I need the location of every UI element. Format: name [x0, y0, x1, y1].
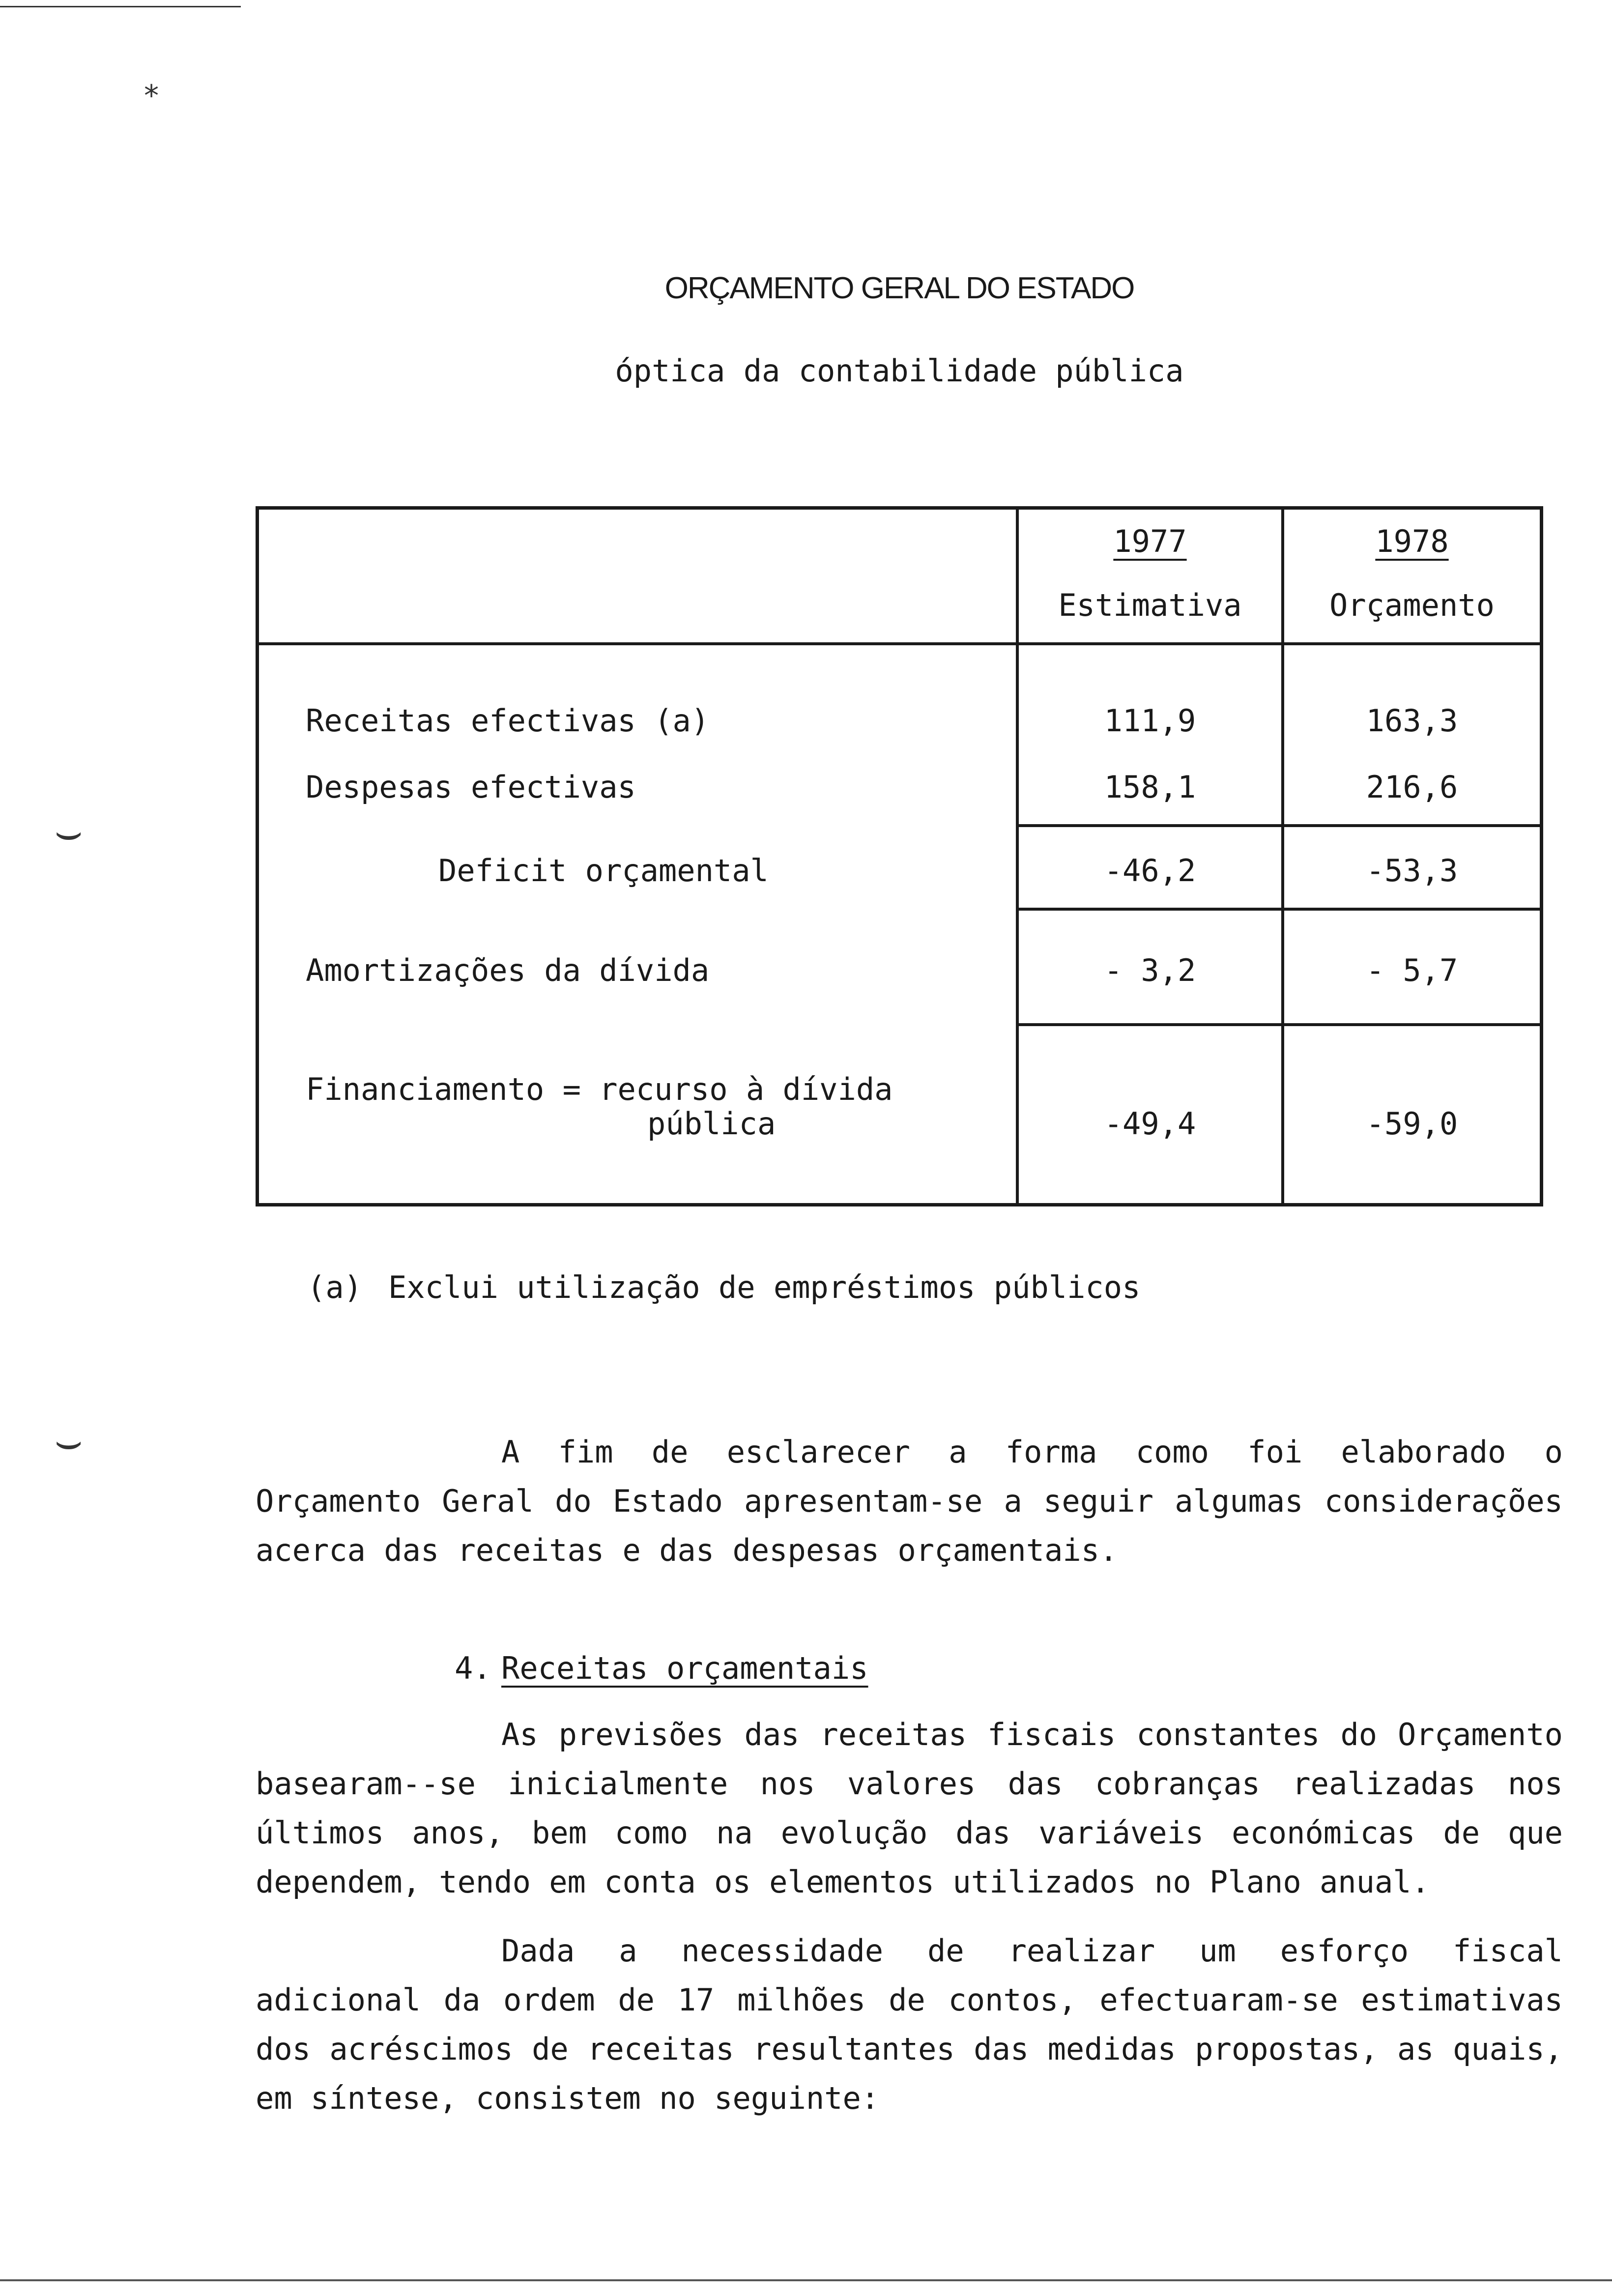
value-1977-deficit: -46,2	[1104, 853, 1196, 889]
column-label-estimativa: Estimativa	[1058, 587, 1242, 623]
punch-hole-mark: ⌣	[54, 1415, 84, 1467]
value-1978-receitas: 163,3	[1366, 703, 1458, 739]
intro-paragraph	[256, 1428, 1563, 1575]
value-1977-despesas: 158,1	[1104, 769, 1196, 805]
row-divider	[1016, 824, 1540, 827]
value-1977-receitas: 111,9	[1104, 703, 1196, 739]
column-year-1978: 1978	[1375, 523, 1449, 559]
binder-mark: *	[143, 79, 161, 113]
section-title: Receitas orçamentais	[501, 1650, 868, 1686]
row-divider	[1016, 1023, 1540, 1026]
footnote-marker: (a)	[307, 1269, 362, 1305]
top-edge-rule	[0, 6, 241, 7]
row-label-deficit: Deficit orçamental	[438, 853, 769, 889]
column-label-orcamento: Orçamento	[1329, 587, 1495, 623]
page-subtitle: óptica da contabilidade pública	[615, 353, 1184, 389]
row-label-financiamento-cont: pública	[647, 1106, 776, 1142]
footnote-text: Exclui utilização de empréstimos públicos	[388, 1269, 1141, 1305]
paragraph-2-text: Dada a necessidade de realizar um esforço fiscal adicional da ordem de 17 milhões de contos, efectuaram-se estimativas dos acréscimos de receitas resultantes das medidas propostas, as quais, em síntese, consistem no seguinte:	[256, 1933, 1563, 2116]
punch-hole-mark: ⌣	[54, 806, 84, 858]
row-label-despesas: Despesas efectivas	[306, 769, 636, 805]
paragraph-1	[256, 1710, 1563, 1907]
value-1978-amortizacoes: - 5,7	[1366, 952, 1458, 988]
column-year-1977: 1977	[1113, 523, 1187, 559]
intro-paragraph-text: A fim de esclarecer a forma como foi elaborado o Orçamento Geral do Estado apresentam-se a seguir algumas considerações acerca das receitas e das despesas orçamentais.	[256, 1434, 1563, 1568]
page-title: ORÇAMENTO GERAL DO ESTADO	[664, 271, 1134, 305]
value-1978-deficit: -53,3	[1366, 853, 1458, 889]
row-label-financiamento: Financiamento = recurso à dívida	[306, 1071, 893, 1107]
paragraph-1-text: As previsões das receitas fiscais constantes do Orçamento basearam--se inicialmente nos valores das cobranças realizadas nos últimos anos, bem como na evolução das variáveis económicas de que dependem, tendo em conta os elementos utilizados no Plano anual.	[256, 1717, 1563, 1900]
budget-table	[256, 506, 1543, 1206]
value-1977-amortizacoes: - 3,2	[1104, 952, 1196, 988]
row-label-amortizacoes: Amortizações da dívida	[306, 952, 710, 988]
value-1977-financiamento: -49,4	[1104, 1106, 1196, 1142]
value-1978-financiamento: -59,0	[1366, 1106, 1458, 1142]
section-number: 4.	[455, 1650, 491, 1686]
header-divider	[259, 642, 1540, 645]
row-divider	[1016, 908, 1540, 911]
paragraph-2	[256, 1926, 1563, 2123]
row-label-receitas: Receitas efectivas (a)	[306, 703, 710, 739]
bottom-edge-rule	[0, 2279, 1612, 2281]
value-1978-despesas: 216,6	[1366, 769, 1458, 805]
